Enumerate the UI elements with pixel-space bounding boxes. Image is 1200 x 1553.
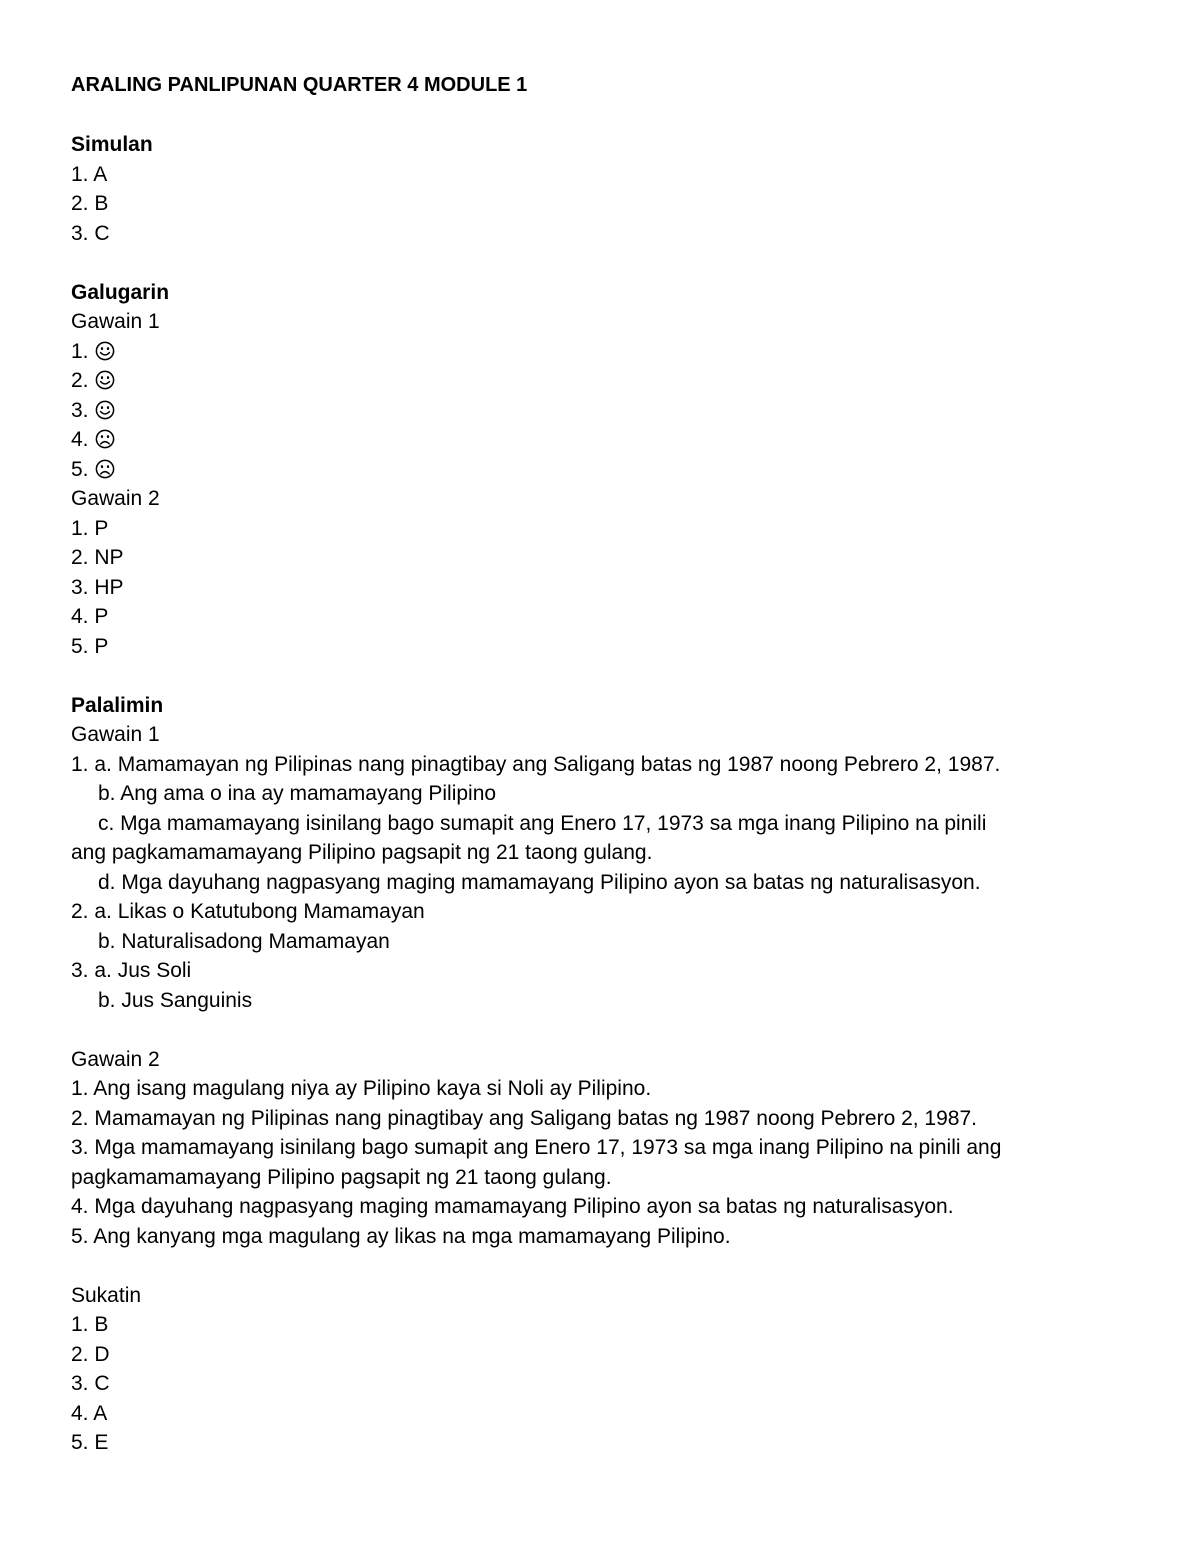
answer-line: 1. a. Mamamayan ng Pilipinas nang pinagtibay ang Saligang batas ng 1987 noong Pebrero 2, 1987. xyxy=(71,752,1001,776)
answer-line: c. Mga mamamayang isinilang bago sumapit ang Enero 17, 1973 sa mga inang Pilipino na pinili xyxy=(98,811,987,835)
answer-number: 2. xyxy=(71,369,89,392)
subsection-label: Gawain 1 xyxy=(71,723,160,746)
spacer xyxy=(71,661,1131,691)
answer-number: 5. xyxy=(71,457,89,481)
spacer xyxy=(71,248,1131,278)
answer-line: 5. Ang kanyang mga magulang ay likas na mga mamamayang Pilipino. xyxy=(71,1224,731,1248)
spacer xyxy=(71,1015,1131,1045)
frowning-face-icon xyxy=(95,459,115,479)
answer-line: b. Naturalisadong Mamamayan xyxy=(98,929,390,953)
answer-line: b. Jus Sanguinis xyxy=(98,988,253,1012)
answer-line: d. Mga dayuhang nagpasyang maging mamamayang Pilipino ayon sa batas ng naturalisasyon. xyxy=(98,870,981,894)
answer-line: 1. P xyxy=(71,516,109,540)
answer-line: 2. B xyxy=(71,192,109,215)
subsection-label: Gawain 2 xyxy=(71,1047,160,1071)
answer-line xyxy=(71,366,1131,396)
answer-line: 4. P xyxy=(71,605,109,628)
frowning-face-icon xyxy=(95,429,115,449)
answer-line-continuation: ang pagkamamamayang Pilipino pagsapit ng 21 taong gulang. xyxy=(71,841,653,864)
answer-line: 3. C xyxy=(71,221,110,245)
answer-line: 5. E xyxy=(71,1431,109,1454)
answer-line xyxy=(71,455,1131,485)
smiley-face-icon xyxy=(95,341,115,361)
answer-number: 1. xyxy=(71,339,89,363)
smiley-face-icon xyxy=(95,370,115,390)
answer-line: 2. Mamamayan ng Pilipinas nang pinagtibay ang Saligang batas ng 1987 noong Pebrero 2, 1987. xyxy=(71,1106,977,1130)
answer-line: 1. Ang isang magulang niya ay Pilipino kaya si Noli ay Pilipino. xyxy=(71,1077,652,1100)
document-title: ARALING PANLIPUNAN QUARTER 4 MODULE 1 xyxy=(71,74,528,96)
answer-line: 3. C xyxy=(71,1372,110,1395)
answer-line-continuation: pagkamamamayang Pilipino pagsapit ng 21 taong gulang. xyxy=(71,1165,612,1189)
answer-line: b. Ang ama o ina ay mamamayang Pilipino xyxy=(98,782,497,805)
answer-line: 3. a. Jus Soli xyxy=(71,959,192,982)
section-heading-palalimin: Palalimin xyxy=(71,693,164,717)
answer-line: 3. HP xyxy=(71,575,124,599)
subsection-label: Gawain 2 xyxy=(71,487,160,510)
section-heading-galugarin: Galugarin xyxy=(71,280,170,304)
answer-number: 4. xyxy=(71,428,89,451)
answer-line: 1. B xyxy=(71,1313,109,1336)
answer-line: 2. a. Likas o Katutubong Mamamayan xyxy=(71,900,425,923)
answer-line xyxy=(71,337,1131,367)
answer-line: 2. NP xyxy=(71,546,124,569)
subsection-label: Gawain 1 xyxy=(71,310,160,333)
answer-line: 5. P xyxy=(71,634,109,658)
smiley-face-icon xyxy=(95,400,115,420)
document-page xyxy=(71,71,1131,1458)
answer-line: 1. A xyxy=(71,162,108,186)
answer-line xyxy=(71,425,1131,455)
answer-number: 3. xyxy=(71,398,89,422)
answer-line xyxy=(71,396,1131,426)
answer-line: 3. Mga mamamayang isinilang bago sumapit ang Enero 17, 1973 sa mga inang Pilipino na pinili ang xyxy=(71,1136,1002,1159)
spacer xyxy=(71,101,1131,131)
spacer xyxy=(71,1251,1131,1281)
section-heading-sukatin: Sukatin xyxy=(71,1283,142,1307)
answer-line: 2. D xyxy=(71,1342,110,1366)
answer-line: 4. Mga dayuhang nagpasyang maging mamamayang Pilipino ayon sa batas ng naturalisasyon. xyxy=(71,1195,954,1218)
answer-line: 4. A xyxy=(71,1401,108,1425)
section-heading-simulan: Simulan xyxy=(71,133,153,156)
